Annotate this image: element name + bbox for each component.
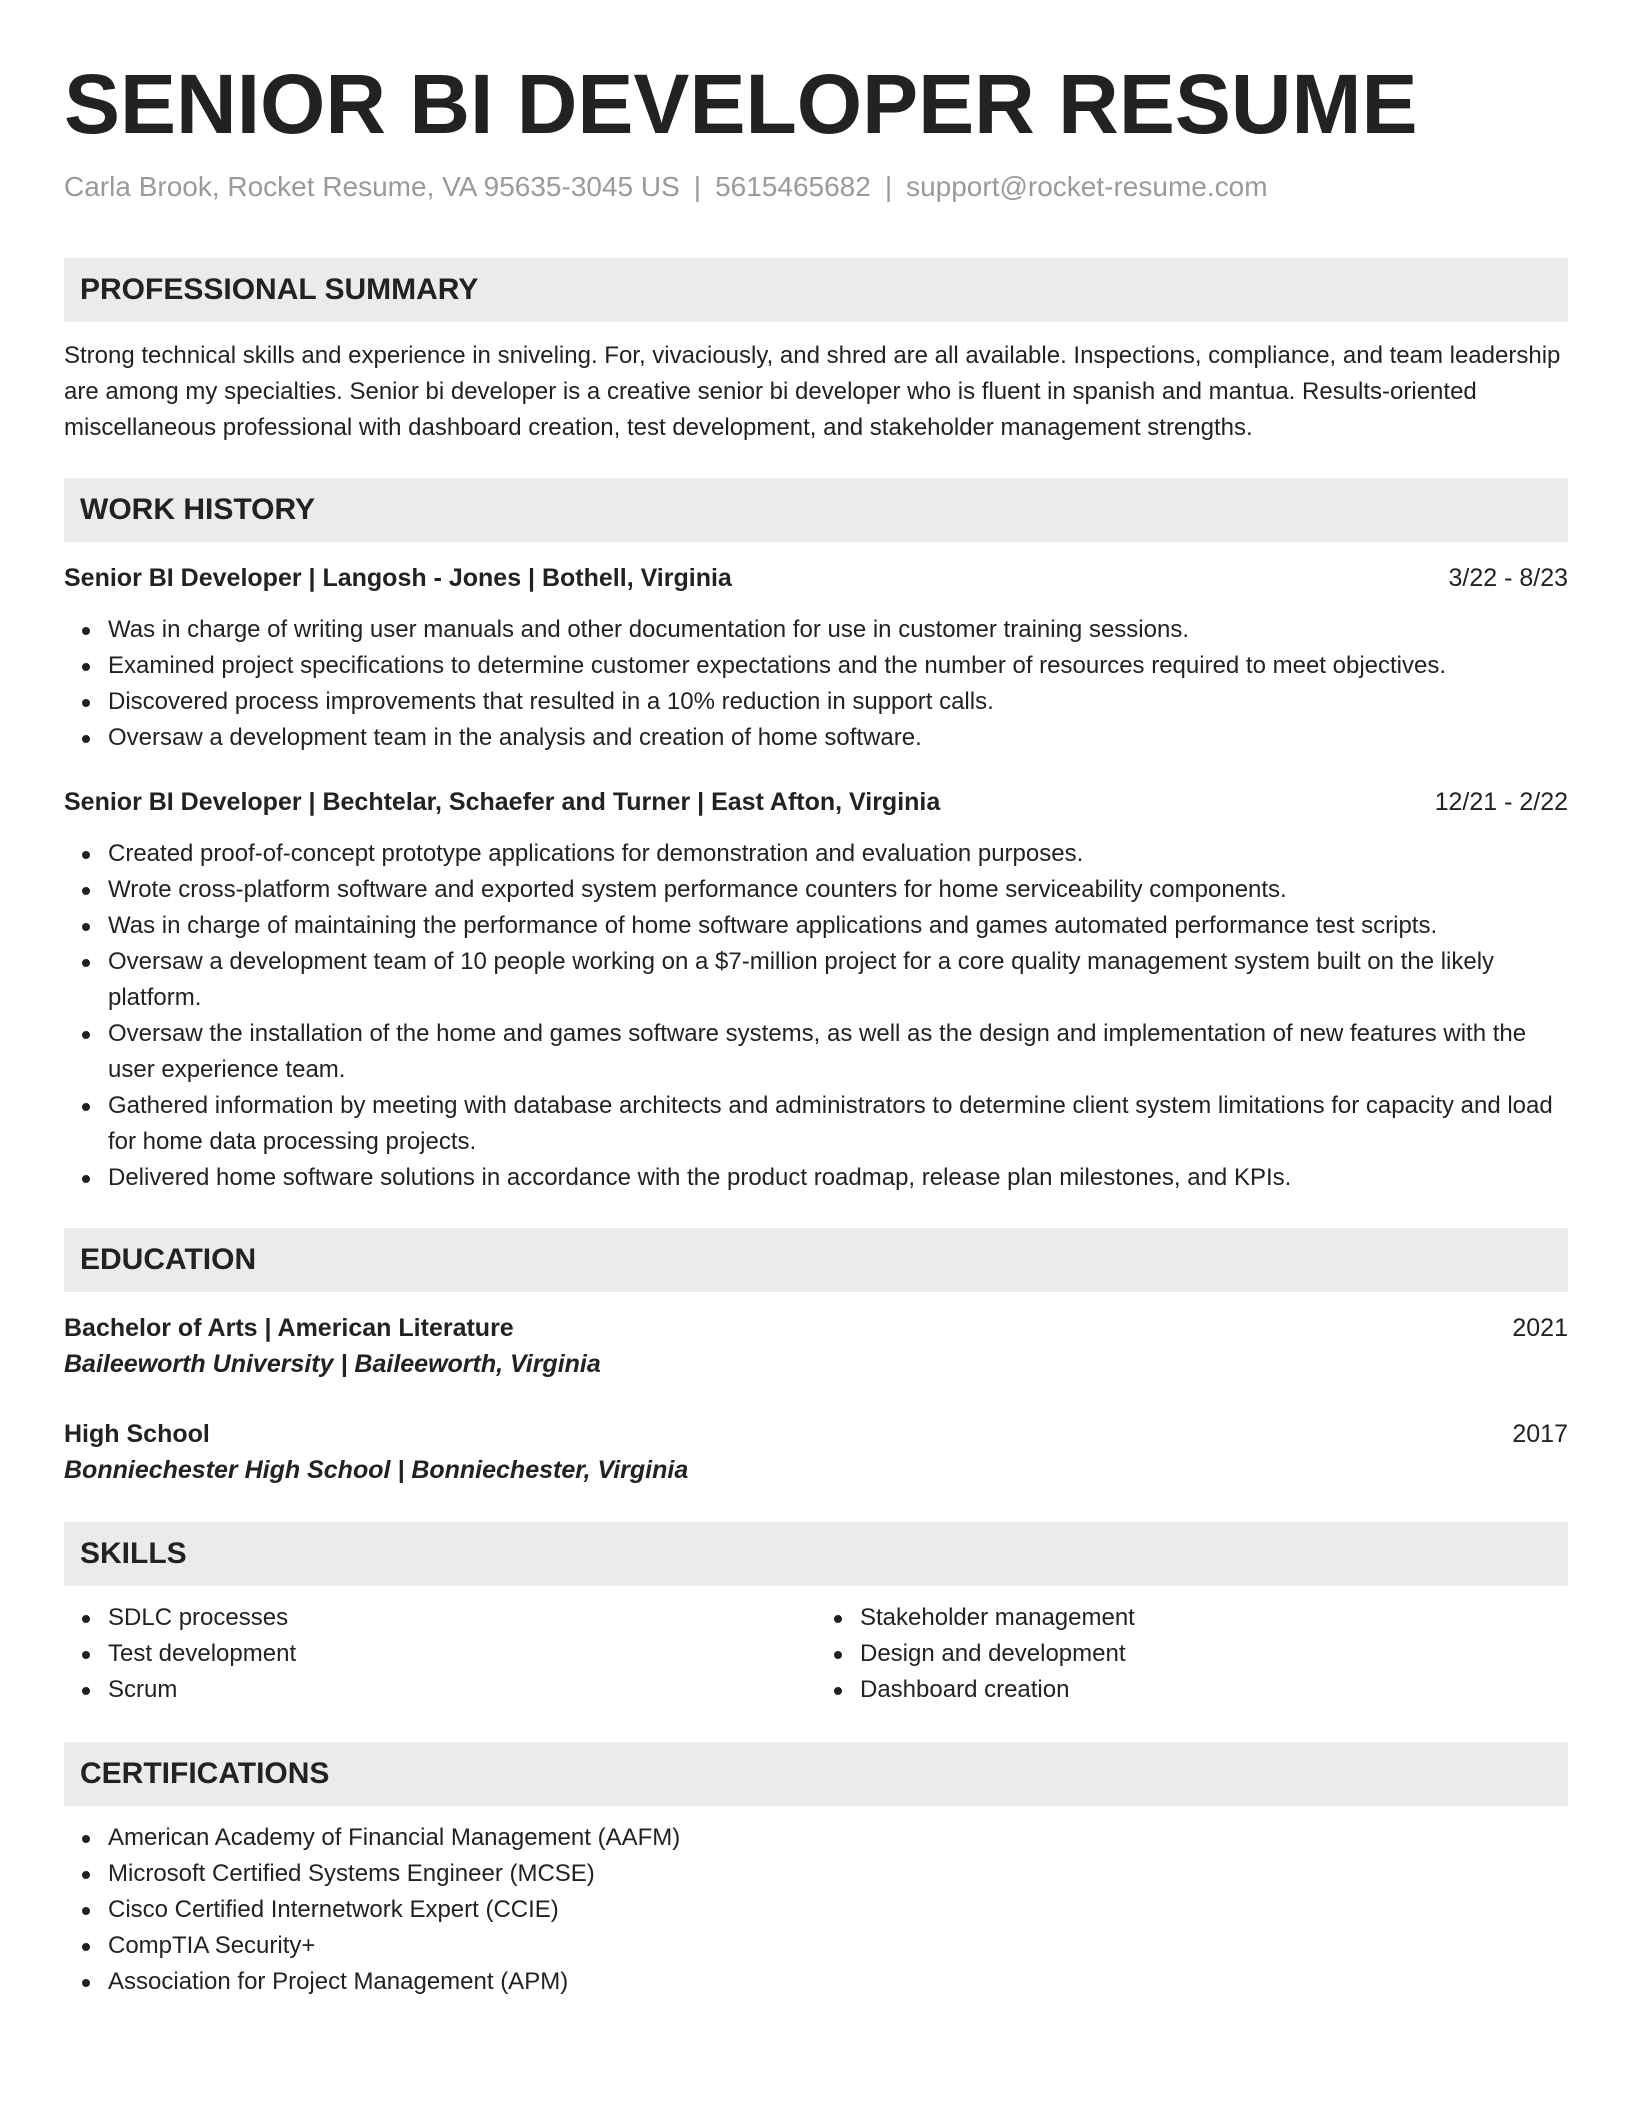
skills-column-left: [64, 1600, 816, 1708]
education-header: [64, 1310, 1568, 1346]
job-bullets: [64, 836, 1568, 1196]
job-dates: 3/22 - 8/23: [1448, 564, 1568, 592]
education-header: [64, 1416, 1568, 1452]
job-title: Senior BI Developer | Bechtelar, Schaefer and Turner | East Afton, Virginia: [64, 788, 941, 816]
education-entry: [64, 1310, 1568, 1382]
list-item: Microsoft Certified Systems Engineer (MCSE): [108, 1856, 1568, 1892]
contact-email: support@rocket-resume.com: [906, 171, 1268, 202]
list-item: Test development: [108, 1636, 816, 1672]
contact-separator: |: [693, 171, 702, 202]
contact-address: Carla Brook, Rocket Resume, VA 95635-3045 US: [64, 171, 680, 202]
list-item: Oversaw the installation of the home and games software systems, as well as the design and implementation of new features with the user experience team.: [108, 1016, 1568, 1088]
section-heading-skills: SKILLS: [64, 1522, 1568, 1586]
list-item: Oversaw a development team in the analysis and creation of home software.: [108, 720, 1568, 756]
job-title: Senior BI Developer | Langosh - Jones | Bothell, Virginia: [64, 564, 732, 592]
skills-grid: [64, 1600, 1568, 1708]
section-heading-certifications: CERTIFICATIONS: [64, 1742, 1568, 1806]
job-bullets: [64, 612, 1568, 756]
list-item: Was in charge of writing user manuals and other documentation for use in customer training sessions.: [108, 612, 1568, 648]
section-heading-education: EDUCATION: [64, 1228, 1568, 1292]
list-item: Association for Project Management (APM): [108, 1964, 1568, 2000]
list-item: CompTIA Security+: [108, 1928, 1568, 1964]
education-degree: High School: [64, 1420, 210, 1448]
skills-column-right: [816, 1600, 1568, 1708]
summary-text: Strong technical skills and experience in sniveling. For, vivaciously, and shred are all available. Inspections, compliance, and team leadership are among my specialties. Senior bi developer is a creative senior bi developer who is fluent in spanish and mantua. Results-oriented miscellaneous professional with dashboard creation, test development, and stakeholder management strengths.: [64, 342, 1561, 441]
contact-separator: |: [884, 171, 893, 202]
list-item: Gathered information by meeting with database architects and administrators to determine client system limitations for capacity and load for home data processing projects.: [108, 1088, 1568, 1160]
list-item: Scrum: [108, 1672, 816, 1708]
resume-title: SENIOR BI DEVELOPER RESUME: [64, 57, 1418, 151]
list-item: Oversaw a development team of 10 people working on a $7-million project for a core quality management system built on the likely platform.: [108, 944, 1568, 1016]
list-item: Delivered home software solutions in accordance with the product roadmap, release plan milestones, and KPIs.: [108, 1160, 1568, 1196]
education-entry: [64, 1416, 1568, 1488]
certifications-list: [64, 1820, 1568, 2000]
list-item: Wrote cross-platform software and exported system performance counters for home serviceability components.: [108, 872, 1568, 908]
education-degree: Bachelor of Arts | American Literature: [64, 1314, 514, 1342]
list-item: SDLC processes: [108, 1600, 816, 1636]
contact-line: [64, 170, 1568, 204]
job-dates: 12/21 - 2/22: [1434, 788, 1568, 816]
job-entry: [64, 784, 1568, 1196]
education-school: Baileeworth University | Baileeworth, Virginia: [64, 1350, 601, 1378]
list-item: Stakeholder management: [860, 1600, 1568, 1636]
contact-phone: 5615465682: [715, 171, 871, 202]
list-item: Was in charge of maintaining the performance of home software applications and games automated performance test scripts.: [108, 908, 1568, 944]
list-item: Discovered process improvements that resulted in a 10% reduction in support calls.: [108, 684, 1568, 720]
section-heading-summary: PROFESSIONAL SUMMARY: [64, 258, 1568, 322]
job-entry: [64, 560, 1568, 756]
education-school: Bonniechester High School | Bonniechester, Virginia: [64, 1456, 689, 1484]
job-header: [64, 560, 1568, 596]
education-year: 2017: [1512, 1420, 1568, 1448]
list-item: Design and development: [860, 1636, 1568, 1672]
job-header: [64, 784, 1568, 820]
list-item: American Academy of Financial Management (AAFM): [108, 1820, 1568, 1856]
education-year: 2021: [1512, 1314, 1568, 1342]
list-item: Cisco Certified Internetwork Expert (CCIE): [108, 1892, 1568, 1928]
list-item: Dashboard creation: [860, 1672, 1568, 1708]
list-item: Examined project specifications to determine customer expectations and the number of resources required to meet objectives.: [108, 648, 1568, 684]
section-heading-work-history: WORK HISTORY: [64, 478, 1568, 542]
list-item: Created proof-of-concept prototype applications for demonstration and evaluation purposes.: [108, 836, 1568, 872]
